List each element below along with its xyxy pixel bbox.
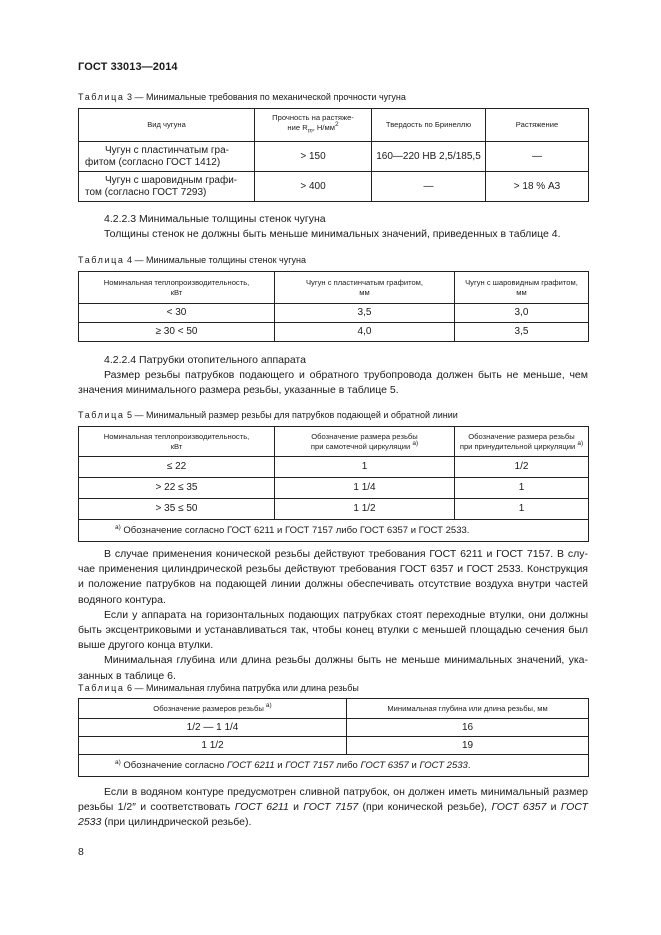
table-cell: 1/2 — 1 1/4 bbox=[79, 719, 347, 737]
table-title: — Минимальные толщины стенок чугуна bbox=[134, 255, 306, 265]
column-header: Чугун с пластинчатым графитом, мм bbox=[275, 272, 455, 304]
table-row bbox=[79, 172, 589, 202]
table-cell: 1 1/2 bbox=[275, 499, 455, 520]
column-header: Обозначение размера резьбы при принудительной циркуляции $^{а)}$ bbox=[455, 427, 589, 457]
table-row bbox=[79, 323, 589, 342]
table-footnote: $^{а)}$ Обозначение согласно ГОСТ 6211 и ГОСТ 7157 либо ГОСТ 6357 и ГОСТ 2533. bbox=[79, 755, 589, 777]
table-cell: 16 bbox=[347, 719, 589, 737]
table-cell: 1/2 bbox=[455, 457, 589, 478]
table5-caption bbox=[78, 410, 458, 420]
section-heading: 4.2.2.4 Патрубки отопительного аппарата bbox=[104, 354, 306, 366]
table-header-row bbox=[79, 699, 589, 719]
table-header-row bbox=[79, 427, 589, 457]
table-cell: 1 bbox=[275, 457, 455, 478]
table-label: Таблица bbox=[78, 683, 125, 693]
table-label: Таблица bbox=[78, 255, 125, 265]
table-cell: 1 bbox=[455, 499, 589, 520]
table-number: 3 bbox=[127, 92, 133, 102]
table-cell: — bbox=[372, 172, 486, 202]
table-title: — Минимальный размер резьбы для патрубков подающей и обратной линии bbox=[134, 410, 458, 420]
table-label: Таблица bbox=[78, 92, 125, 102]
section-text bbox=[78, 368, 588, 398]
paragraph: Толщины стенок не должны быть меньше минимальных значений, приведенных в таблице 4. bbox=[104, 228, 561, 240]
table-number: 6 bbox=[127, 683, 133, 693]
table4 bbox=[78, 271, 589, 342]
table6 bbox=[78, 698, 589, 777]
table-cell: > 22 ≤ 35 bbox=[79, 478, 275, 499]
table-cell: 3,5 bbox=[455, 323, 589, 342]
table4-caption bbox=[78, 255, 306, 265]
table-row bbox=[79, 304, 589, 323]
table-cell: 19 bbox=[347, 737, 589, 755]
table-footnote: $^{а)}$ Обозначение согласно ГОСТ 6211 и ГОСТ 7157 либо ГОСТ 6357 и ГОСТ 2533. bbox=[79, 520, 589, 542]
table-cell: — bbox=[486, 142, 589, 172]
body-text bbox=[78, 547, 588, 684]
table-number: 4 bbox=[127, 255, 133, 265]
column-header: Чугун с шаровидным графитом, мм bbox=[455, 272, 589, 304]
table-cell: Чугун с пластинчатым гра- фитом (согласно ГОСТ 1412) bbox=[79, 142, 255, 172]
column-header: Обозначение размеров резьбы $^{а)}$ bbox=[79, 699, 347, 719]
column-header: Номинальная теплопроизводительность, кВт bbox=[79, 427, 275, 457]
table-cell: Чугун с шаровидным графи- том (согласно ГОСТ 7293) bbox=[79, 172, 255, 202]
column-header: Минимальная глубина или длина резьбы, мм bbox=[347, 699, 589, 719]
paragraph: Минимальная глубина или длина резьбы должны быть не меньше минимальных значений, ука-занных в таблице 6. bbox=[78, 654, 588, 682]
table-row bbox=[79, 499, 589, 520]
paragraph: Если в водяном контуре предусмотрен сливной патрубок, он должен иметь минимальный размер резьбы 1/2″ и соответствовать ГОСТ 6211 и ГОСТ 7157 (при конической резьбе), ГОСТ 6357 и ГОСТ 2533 (при цилиндрической резьбе). bbox=[78, 786, 588, 829]
column-header: Вид чугуна bbox=[79, 109, 255, 142]
table-title: — Минимальные требования по механической прочности чугуна bbox=[134, 92, 406, 102]
paragraph: В случае применения конической резьбы действуют требования ГОСТ 6211 и ГОСТ 7157. В слу-чае применения цилиндрической резьбы действуют требования ГОСТ 6357 и ГОСТ 2533. Конструкция и положение патрубков на подающей линии должны обеспечивать отсутствие воздуха внутри частей водяного контура. bbox=[78, 548, 588, 606]
table-cell: < 30 bbox=[79, 304, 275, 323]
table-label: Таблица bbox=[78, 410, 125, 420]
table-row bbox=[79, 719, 589, 737]
table-cell: 1 bbox=[455, 478, 589, 499]
table-cell: ≥ 30 < 50 bbox=[79, 323, 275, 342]
table-note-row bbox=[79, 520, 589, 542]
table-cell: > 400 bbox=[255, 172, 372, 202]
column-header: Номинальная теплопроизводительность, кВт bbox=[79, 272, 275, 304]
table-number: 5 bbox=[127, 410, 133, 420]
section-heading: 4.2.2.3 Минимальные толщины стенок чугуна bbox=[104, 213, 326, 225]
table-cell: 160—220 НВ 2,5/185,5 bbox=[372, 142, 486, 172]
table-note-row bbox=[79, 755, 589, 777]
column-header: Прочность на растяже- ние $R_m$, $Н/мм^2$ bbox=[255, 109, 372, 142]
column-header: Твердость по Бринеллю bbox=[372, 109, 486, 142]
column-header: Растяжение bbox=[486, 109, 589, 142]
table-cell: 3,0 bbox=[455, 304, 589, 323]
table-header-row bbox=[79, 109, 589, 142]
table-cell: 3,5 bbox=[275, 304, 455, 323]
table-header-row bbox=[79, 272, 589, 304]
table-row bbox=[79, 478, 589, 499]
table3-caption bbox=[78, 92, 406, 102]
column-header: Обозначение размера резьбы при самотечной циркуляции $^{а)}$ bbox=[275, 427, 455, 457]
table6-caption bbox=[78, 683, 359, 693]
paragraph: Если у аппарата на горизонтальных подающих патрубках стоят переходные втулки, они должны быть эксцентриковыми и устанавливаться так, чтобы конец втулки с меньшей площадью сечения был выше другого конца втулки. bbox=[78, 608, 588, 652]
table-title: — Минимальная глубина патрубка или длина резьбы bbox=[134, 683, 359, 693]
table-cell: 1 1/2 bbox=[79, 737, 347, 755]
table-row bbox=[79, 737, 589, 755]
document-header: ГОСТ 33013—2014 bbox=[78, 61, 178, 73]
table5 bbox=[78, 426, 589, 542]
paragraph: Размер резьбы патрубков подающего и обратного трубопровода должен быть не меньше, чем значения минимального размера резьбы, указанные в таблице 5. bbox=[78, 369, 588, 397]
table-cell: 1 1/4 bbox=[275, 478, 455, 499]
final-text bbox=[78, 785, 588, 831]
table-cell: ≤ 22 bbox=[79, 457, 275, 478]
table-cell: 4,0 bbox=[275, 323, 455, 342]
table-cell: > 18 % А3 bbox=[486, 172, 589, 202]
table-cell: > 35 ≤ 50 bbox=[79, 499, 275, 520]
table-cell: > 150 bbox=[255, 142, 372, 172]
table3 bbox=[78, 108, 589, 202]
table-row bbox=[79, 457, 589, 478]
page-number: 8 bbox=[78, 846, 84, 858]
table-row bbox=[79, 142, 589, 172]
